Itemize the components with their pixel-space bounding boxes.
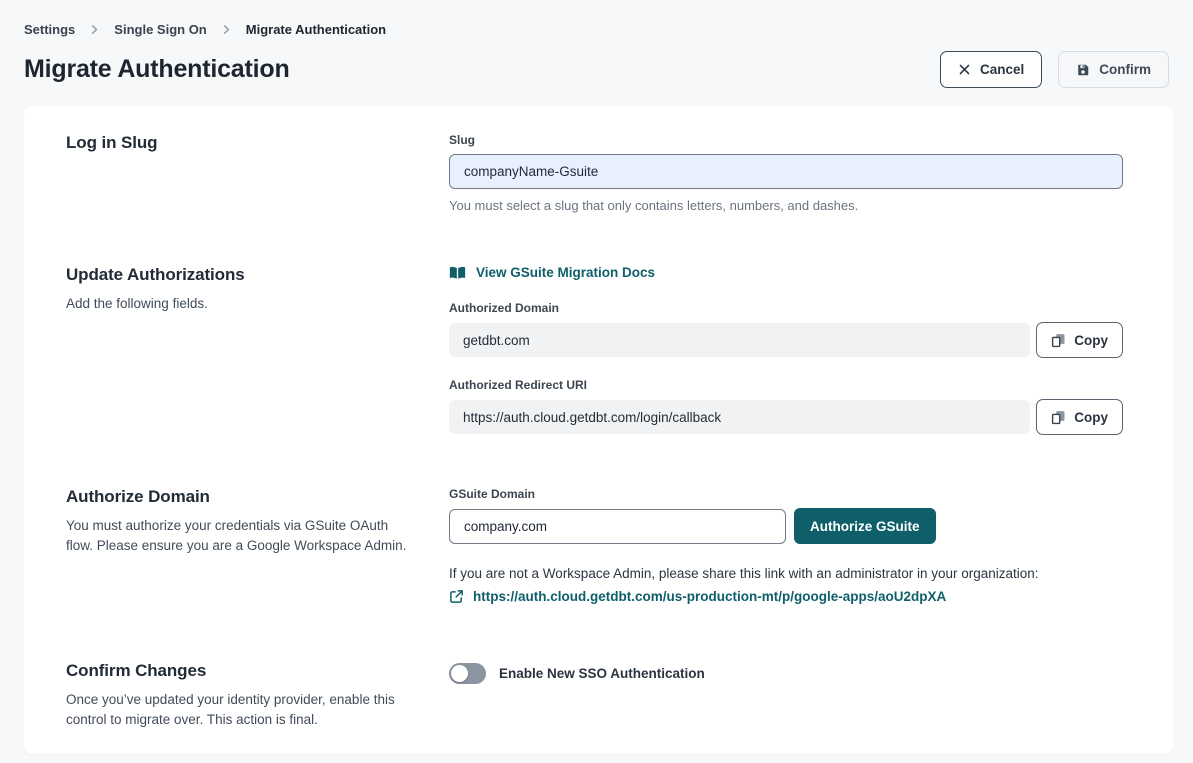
docs-link-label: View GSuite Migration Docs [476, 265, 656, 280]
close-icon [958, 63, 971, 76]
breadcrumb-single-sign-on[interactable]: Single Sign On [114, 22, 207, 37]
authorized-domain-block [449, 301, 1123, 358]
workspace-admin-note: If you are not a Workspace Admin, please share this link with an administrator in your organization: [449, 566, 1039, 581]
settings-card [24, 106, 1173, 754]
copy-button-label: Copy [1074, 332, 1108, 348]
authorize-domain-heading: Authorize Domain [66, 487, 210, 506]
authorized-domain-value: getdbt.com [449, 323, 1030, 357]
section-confirm-changes [66, 661, 1123, 730]
chevron-right-icon [89, 24, 100, 35]
copy-button-label: Copy [1074, 409, 1108, 425]
gsuite-domain-label: GSuite Domain [449, 487, 536, 501]
toggle-knob [451, 665, 468, 682]
confirm-changes-heading: Confirm Changes [66, 661, 207, 680]
chevron-right-icon [221, 24, 232, 35]
page-title: Migrate Authentication [24, 55, 290, 83]
confirm-button-label: Confirm [1099, 62, 1151, 77]
header-actions [940, 51, 1169, 88]
section-authorize-domain [66, 487, 1123, 609]
page-header [24, 51, 1169, 88]
copy-icon [1051, 410, 1066, 425]
save-icon [1076, 63, 1090, 77]
authorized-redirect-uri-label: Authorized Redirect URI [449, 378, 588, 392]
slug-label: Slug [449, 133, 475, 147]
share-link[interactable]: https://auth.cloud.getdbt.com/us-production-mt/p/google-apps/aoU2dpXA [473, 589, 947, 604]
external-link-icon [449, 589, 464, 604]
cancel-button[interactable] [940, 51, 1042, 88]
copy-authorized-domain-button[interactable] [1036, 322, 1123, 358]
breadcrumb-migrate-authentication: Migrate Authentication [245, 22, 387, 37]
share-link-row [449, 589, 946, 604]
login-slug-heading: Log in Slug [66, 133, 158, 152]
breadcrumb [24, 0, 1169, 37]
gsuite-domain-input[interactable] [449, 509, 786, 544]
slug-help-text: You must select a slug that only contains letters, numbers, and dashes. [449, 198, 859, 213]
breadcrumb-settings[interactable]: Settings [24, 22, 76, 37]
enable-new-sso-toggle-label: Enable New SSO Authentication [499, 666, 705, 681]
authorized-redirect-uri-block [449, 378, 1123, 435]
update-authorizations-heading: Update Authorizations [66, 265, 245, 284]
update-authorizations-description: Add the following fields. [66, 296, 208, 311]
authorized-redirect-uri-value: https://auth.cloud.getdbt.com/login/callback [449, 400, 1030, 434]
authorized-domain-label: Authorized Domain [449, 301, 559, 315]
section-update-authorizations [66, 265, 1123, 435]
copy-authorized-redirect-uri-button[interactable] [1036, 399, 1123, 435]
cancel-button-label: Cancel [979, 62, 1025, 77]
book-icon [449, 266, 466, 280]
confirm-button[interactable] [1058, 51, 1169, 88]
copy-icon [1051, 333, 1066, 348]
section-login-slug [66, 133, 1123, 213]
enable-new-sso-toggle[interactable] [449, 663, 486, 684]
authorize-domain-description: You must authorize your credentials via GSuite OAuth flow. Please ensure you are a Google Workspace Admin. [66, 518, 407, 553]
view-gsuite-migration-docs-link[interactable] [449, 265, 655, 280]
slug-input[interactable] [449, 154, 1123, 189]
authorize-gsuite-button[interactable]: Authorize GSuite [794, 508, 936, 544]
confirm-changes-description: Once you’ve updated your identity provider, enable this control to migrate over. This action is final. [66, 692, 395, 727]
